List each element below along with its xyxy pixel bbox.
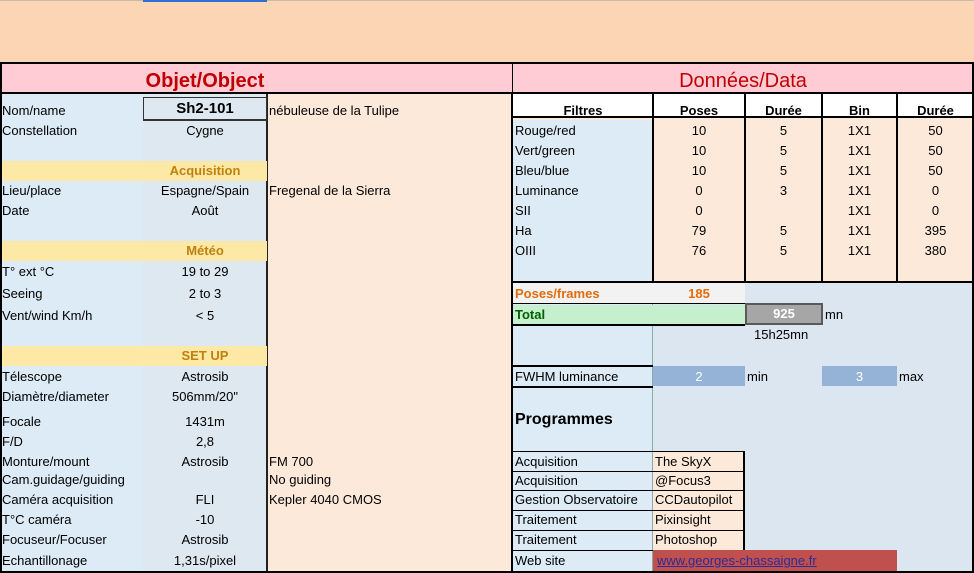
programs-title: Programmes	[515, 411, 613, 428]
filter-name: Ha	[515, 223, 532, 238]
filter-total: 380	[924, 243, 947, 258]
filter-duree: 5	[779, 123, 788, 138]
program-software: The SkyX	[655, 454, 712, 469]
filter-poses: 76	[691, 243, 707, 258]
label-temp: T° ext °C	[2, 264, 55, 279]
filter-bin: 1X1	[847, 223, 872, 238]
value-seeing: 2 to 3	[188, 286, 222, 301]
label-tcamera: T°C caméra	[2, 512, 72, 527]
program-task: Gestion Observatoire	[515, 492, 638, 507]
value-guiding	[143, 470, 267, 490]
value-constellation: Cygne	[186, 123, 224, 138]
label-echantillonage: Echantillonage	[2, 553, 88, 568]
section-setup: SET UP	[181, 348, 229, 363]
filter-bin: 1X1	[847, 143, 872, 158]
extra-nom: nébuleuse de la Tulipe	[269, 103, 400, 118]
filter-bin: 1X1	[847, 203, 872, 218]
total-row	[513, 305, 745, 326]
program-software: @Focus3	[655, 473, 711, 488]
label-nom: Nom/name	[2, 103, 66, 118]
label-constellation: Constellation	[2, 123, 78, 138]
filter-name: Vert/green	[515, 143, 575, 158]
filter-poses: 10	[691, 143, 707, 158]
value-focuser: Astrosib	[181, 532, 229, 547]
filter-duree: 5	[779, 163, 788, 178]
label-telescope: Télescope	[2, 369, 62, 384]
value-tcamera: -10	[195, 512, 215, 527]
program-task: Acquisition	[515, 473, 578, 488]
filter-duree: 3	[779, 183, 788, 198]
col-bin: Bin	[849, 103, 870, 118]
filter-name: Rouge/red	[515, 123, 576, 138]
selected-cell-marker	[143, 0, 267, 2]
filter-total: 50	[928, 163, 943, 178]
extra-lieu: Fregenal de la Sierra	[269, 183, 391, 198]
left-outer-border	[0, 62, 2, 573]
top-banner	[0, 0, 974, 62]
filter-bin: 1X1	[847, 163, 872, 178]
section-meteo: Météo	[186, 243, 224, 258]
filter-poses: 10	[691, 163, 707, 178]
label-vent: Vent/wind Km/h	[2, 308, 93, 323]
value-temp: 19 to 29	[181, 264, 229, 279]
filter-poses: 79	[691, 223, 707, 238]
right-header-title: Données/Data	[679, 70, 807, 92]
fwhm-min-label: min	[747, 369, 768, 384]
filter-total: 395	[924, 223, 947, 238]
total-unit: mn	[825, 307, 844, 322]
col-poses: Poses	[679, 103, 719, 118]
label-monture: Monture/mount	[2, 454, 90, 469]
total-label: Total	[515, 307, 546, 322]
program-task: Traitement	[515, 512, 577, 527]
filter-total: 0	[931, 203, 940, 218]
filter-poses: 0	[695, 203, 703, 218]
value-diametre: 506mm/20"	[171, 389, 239, 404]
total-value: 925	[773, 306, 795, 321]
total-hours: 15h25mn	[754, 327, 809, 342]
filter-poses: 10	[691, 123, 707, 138]
frames-label: Poses/frames	[515, 286, 600, 301]
value-camera: FLI	[195, 492, 215, 507]
filter-name: OIII	[515, 243, 536, 258]
value-fd: 2,8	[195, 434, 215, 449]
program-task: Acquisition	[515, 454, 578, 469]
value-echantillonage: 1,31s/pixel	[173, 553, 237, 568]
label-seeing: Seeing	[2, 286, 43, 301]
label-camera: Caméra acquisition	[2, 492, 114, 507]
filter-bin: 1X1	[847, 243, 872, 258]
extra-monture: FM 700	[269, 454, 314, 469]
value-monture: Astrosib	[181, 454, 229, 469]
label-date: Date	[2, 203, 30, 218]
fwhm-label: FWHM luminance	[515, 369, 619, 384]
filter-bin: 1X1	[847, 123, 872, 138]
extra-guiding: No guiding	[269, 472, 332, 487]
extra-camera: Kepler 4040 CMOS	[269, 492, 382, 507]
fwhm-min-value: 2	[695, 369, 703, 384]
program-task-website: Web site	[515, 553, 566, 568]
filter-name: SII	[515, 203, 531, 218]
filter-duree: 5	[779, 223, 788, 238]
col-filtres: Filtres	[563, 103, 603, 118]
value-vent: < 5	[195, 308, 215, 323]
fwhm-max-value: 3	[855, 369, 864, 384]
value-telescope: Astrosib	[181, 369, 229, 384]
program-software: Photoshop	[655, 532, 718, 547]
frames-value: 185	[688, 286, 710, 301]
label-focale: Focale	[2, 414, 42, 429]
filter-poses: 0	[695, 183, 703, 198]
label-fd: F/D	[2, 434, 23, 449]
filter-name: Bleu/blue	[515, 163, 570, 178]
label-guiding: Cam.guidage/guiding	[2, 472, 125, 487]
filter-duree: 5	[779, 243, 788, 258]
col-duree-total: Durée	[917, 103, 954, 118]
section-acquisition: Acquisition	[169, 163, 241, 178]
filter-name: Luminance	[515, 183, 579, 198]
filter-total: 0	[931, 183, 940, 198]
label-focuser: Focuseur/Focuser	[2, 532, 107, 547]
label-lieu: Lieu/place	[2, 183, 62, 198]
program-task: Traitement	[515, 532, 577, 547]
filter-bin: 1X1	[847, 183, 872, 198]
program-software: CCDautopilot	[655, 492, 733, 507]
filter-duree: 5	[779, 143, 788, 158]
value-date: Août	[191, 203, 219, 218]
program-software: Pixinsight	[655, 512, 711, 527]
value-focale: 1431m	[185, 414, 225, 429]
filter-total: 50	[928, 123, 943, 138]
value-nom: Sh2-101	[176, 100, 234, 117]
label-diametre: Diamètre/diameter	[2, 389, 109, 404]
col-duree: Durée	[765, 103, 802, 118]
website-link[interactable]: www.georges-chassaigne.fr	[657, 553, 817, 568]
fwhm-max-label: max	[899, 369, 924, 384]
left-header-title: Objet/Object	[145, 70, 265, 92]
value-lieu: Espagne/Spain	[160, 183, 250, 198]
filter-total: 50	[928, 143, 943, 158]
filter-duree	[745, 201, 822, 221]
